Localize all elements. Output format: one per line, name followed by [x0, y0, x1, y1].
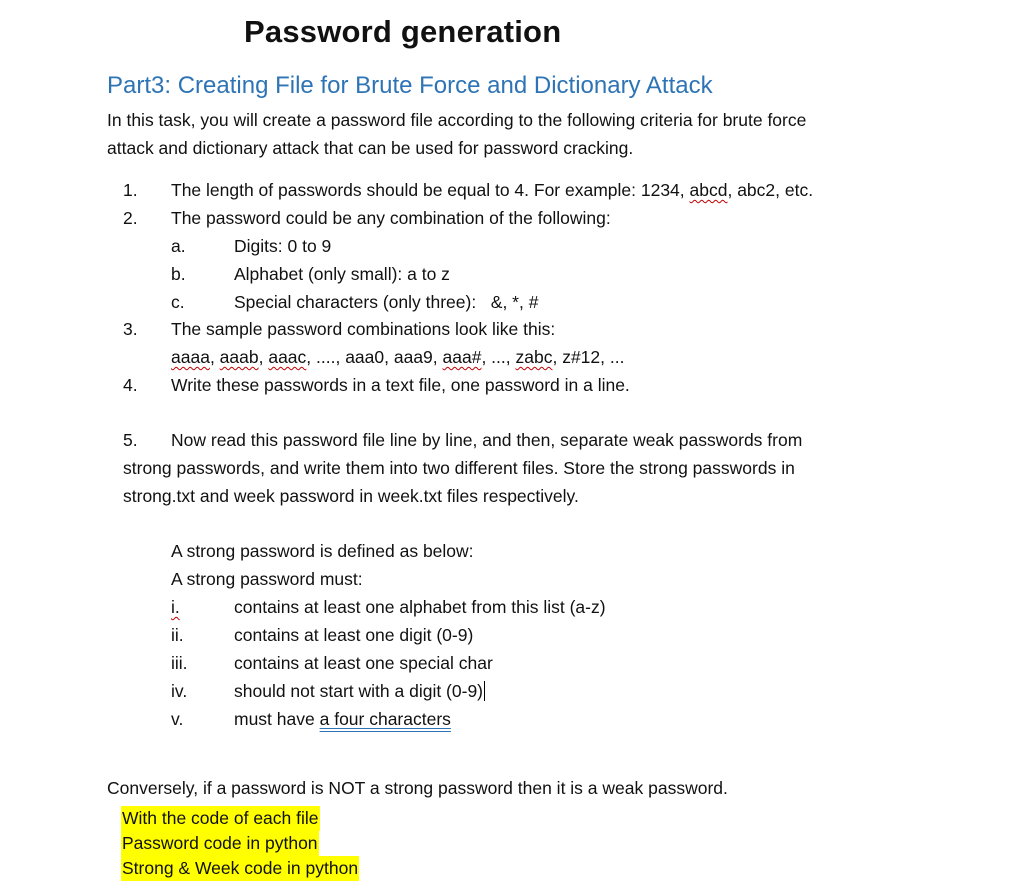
sample-separator: , — [258, 347, 269, 367]
item-5-line-3: strong.txt and week password in week.txt files respectively. — [123, 486, 579, 506]
rule-label-ii: ii. — [171, 625, 184, 645]
conversely-line: Conversely, if a password is NOT a strong password then it is a weak password. — [107, 778, 728, 798]
rule-v-text: must have — [234, 709, 320, 729]
list-number-1: 1. — [123, 180, 138, 200]
list-item-2: The password could be any combination of the following: — [171, 208, 611, 228]
sub-item-label-b: b. — [171, 264, 186, 284]
intro-line-1: In this task, you will create a password file according to the following criteria for brute force — [107, 110, 807, 130]
item-5-line-1: Now read this password file line by line, and then, separate weak passwords from — [171, 430, 803, 450]
highlight-line-2: Password code in python — [121, 831, 319, 856]
spellcheck-word-aaahash: aaa# — [442, 347, 482, 367]
rule-label-v: v. — [171, 709, 184, 729]
rule-iv[interactable] — [234, 681, 485, 702]
sample-separator: , ..., — [481, 347, 516, 367]
sample-passwords — [171, 347, 624, 368]
page-title: Password generation — [244, 14, 562, 49]
sub-item-label-a: a. — [171, 236, 186, 256]
intro-line-2: attack and dictionary attack that can be used for password cracking. — [107, 138, 634, 158]
item-5-line-2: strong passwords, and write them into two different files. Store the strong passwords in — [123, 458, 795, 478]
spellcheck-word-aaab: aaab — [219, 347, 259, 367]
sub-item-a: Digits: 0 to 9 — [234, 236, 332, 256]
list-number-3: 3. — [123, 319, 138, 339]
list-item-1-text-before: The length of passwords should be equal to 4. For example: 1234, — [171, 180, 690, 200]
rule-i: contains at least one alphabet from this list (a-z) — [234, 597, 606, 617]
spellcheck-word-aaac: aaac — [268, 347, 307, 367]
list-number-5: 5. — [123, 430, 138, 450]
highlight-line-3: Strong & Week code in python — [121, 856, 359, 881]
rule-ii: contains at least one digit (0-9) — [234, 625, 474, 645]
spellcheck-word-aaaa: aaaa — [171, 347, 210, 367]
rule-label-iv: iv. — [171, 681, 188, 701]
list-item-1-text-after: , abc2, etc. — [727, 180, 814, 200]
rule-v — [234, 709, 451, 730]
sample-tail: , z#12, ... — [552, 347, 625, 367]
list-item-1 — [171, 180, 813, 201]
sub-item-b: Alphabet (only small): a to z — [234, 264, 450, 284]
list-item-3: The sample password combinations look like this: — [171, 319, 556, 339]
list-number-2: 2. — [123, 208, 138, 228]
strong-definition-1: A strong password is defined as below: — [171, 541, 474, 561]
grammar-underline-phrase: a four characters — [319, 709, 451, 729]
strong-definition-2: A strong password must: — [171, 569, 363, 589]
highlight-line-1: With the code of each file — [121, 806, 320, 831]
section-heading: Part3: Creating File for Brute Force and Dictionary Attack — [107, 72, 713, 99]
sample-middle: , ...., aaa0, aaa9, — [306, 347, 443, 367]
rule-iv-text: should not start with a digit (0-9) — [234, 681, 484, 701]
list-number-4: 4. — [123, 375, 138, 395]
sample-separator: , — [209, 347, 220, 367]
spellcheck-word-zabc: zabc — [515, 347, 553, 367]
rule-label-i: i. — [171, 597, 180, 617]
spellcheck-word-abcd: abcd — [689, 180, 728, 200]
rule-iii: contains at least one special char — [234, 653, 493, 673]
text-cursor — [484, 681, 485, 701]
sub-item-c: Special characters (only three): &, *, # — [234, 292, 539, 312]
rule-label-iii: iii. — [171, 653, 188, 673]
sub-item-label-c: c. — [171, 292, 185, 312]
list-item-4: Write these passwords in a text file, one password in a line. — [171, 375, 630, 395]
